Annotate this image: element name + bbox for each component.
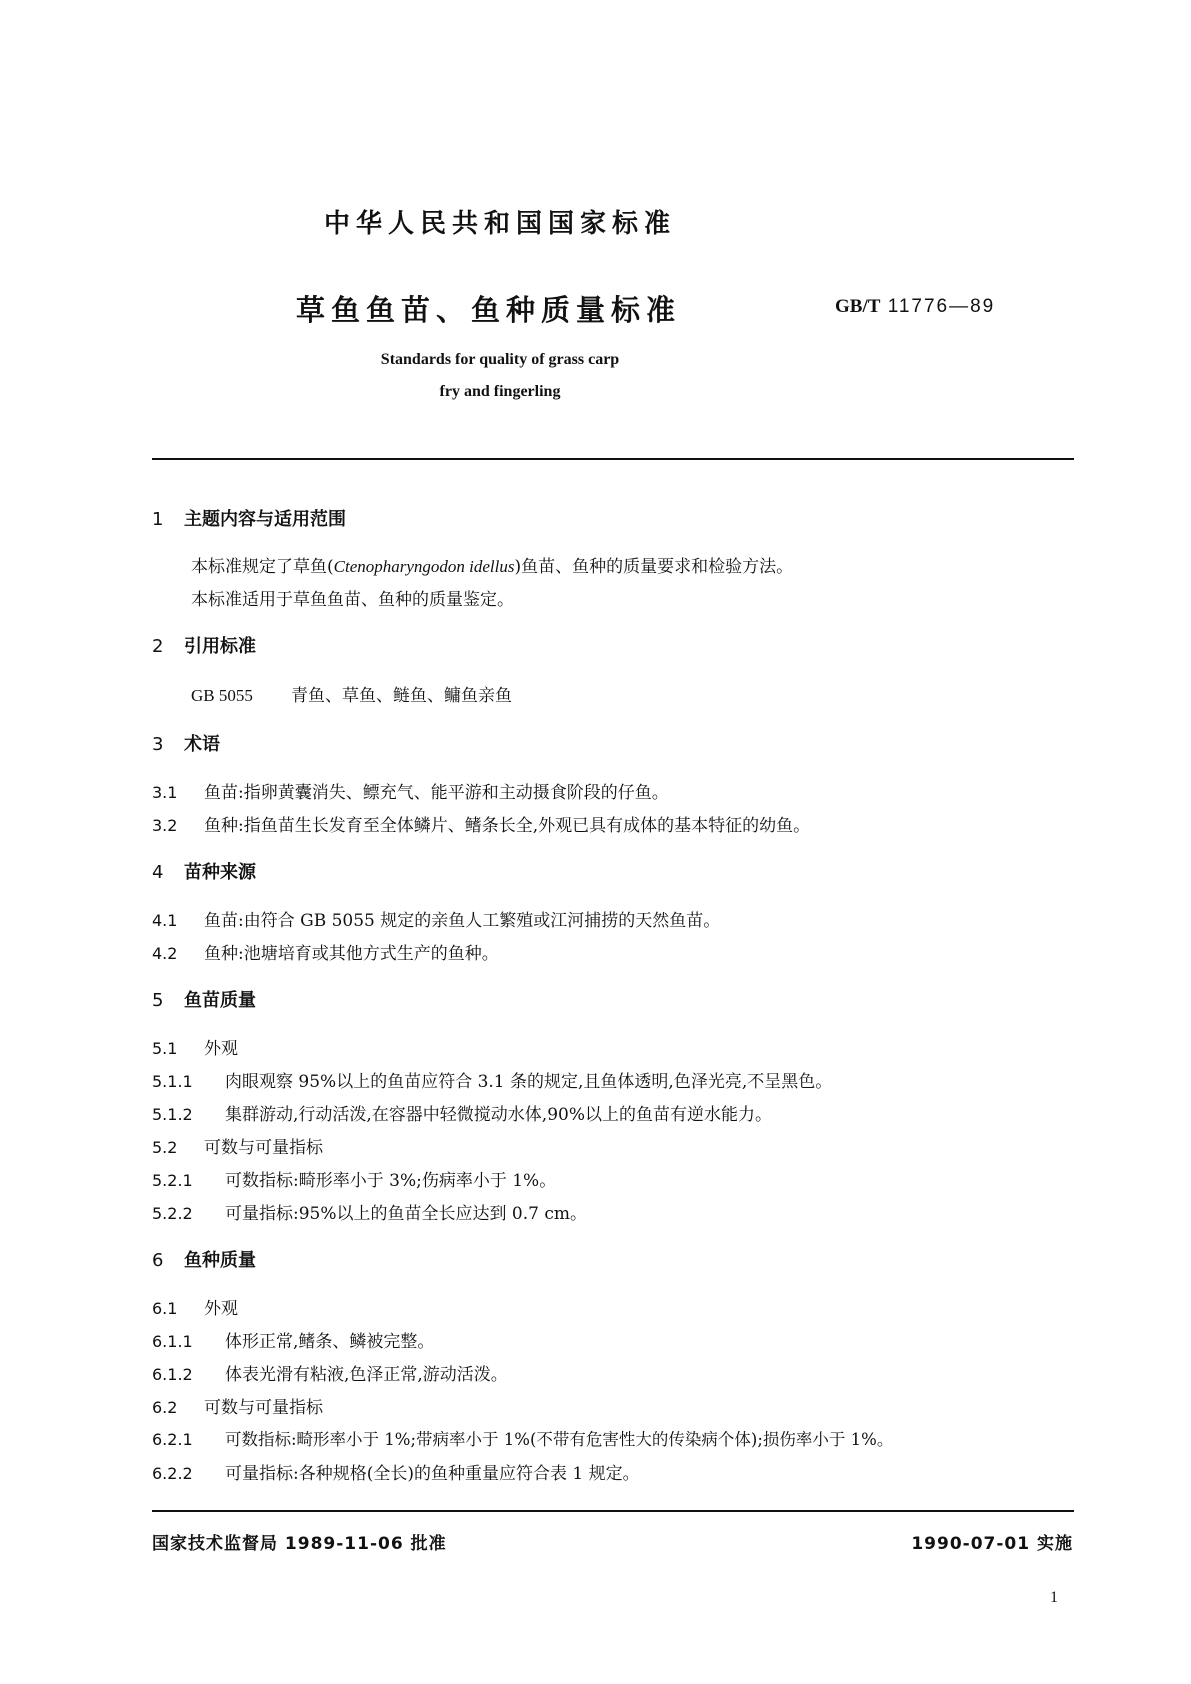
clause-number: 6.2.1 bbox=[152, 1430, 193, 1449]
clause-text: 集群游动,行动活泼,在容器中轻微搅动水体,90%以上的鱼苗有逆水能力。 bbox=[225, 1105, 772, 1125]
clause-number: 5.2.2 bbox=[152, 1204, 193, 1223]
section-title: 鱼苗质量 bbox=[184, 990, 256, 1011]
text-span: 本标准规定了草鱼( bbox=[191, 557, 334, 577]
section-1-paragraph-2: 本标准适用于草鱼鱼苗、鱼种的质量鉴定。 bbox=[191, 590, 514, 610]
reference-code: GB 5055 bbox=[191, 686, 253, 705]
clause-text: 体表光滑有粘液,色泽正常,游动活泼。 bbox=[225, 1365, 508, 1385]
clause-number: 5.1.2 bbox=[152, 1105, 193, 1124]
clause-text: 鱼苗:指卵黄囊消失、鳔充气、能平游和主动摄食阶段的仔鱼。 bbox=[204, 783, 669, 803]
national-standard-heading: 中华人民共和国国家标准 bbox=[323, 209, 676, 239]
section-1-paragraph-1 bbox=[191, 552, 793, 577]
clause-number: 3.2 bbox=[152, 816, 178, 835]
referenced-standard bbox=[191, 681, 512, 706]
clause-6-2-1 bbox=[152, 1426, 893, 1450]
clause-text: 可量指标:95%以上的鱼苗全长应达到 0.7 cm。 bbox=[225, 1204, 587, 1224]
clause-text: 鱼种:池塘培育或其他方式生产的鱼种。 bbox=[204, 944, 499, 964]
clause-3-2 bbox=[152, 811, 810, 836]
section-title: 引用标准 bbox=[184, 636, 256, 657]
section-title: 主题内容与适用范围 bbox=[184, 509, 346, 530]
clause-number: 6.1.1 bbox=[152, 1332, 193, 1351]
clause-text: 可数与可量指标 bbox=[204, 1398, 323, 1418]
clause-number: 3.1 bbox=[152, 783, 178, 802]
section-number: 2 bbox=[152, 636, 164, 657]
reference-title: 青鱼、草鱼、鲢鱼、鳙鱼亲鱼 bbox=[291, 686, 512, 706]
section-5-heading bbox=[152, 986, 256, 1012]
scientific-name: Ctenopharyngodon idellus bbox=[333, 557, 515, 576]
clause-text: 可数指标:畸形率小于 1%;带病率小于 1%(不带有危害性大的传染病个体);损伤率小于 1%。 bbox=[225, 1430, 894, 1449]
clause-number: 5.1.1 bbox=[152, 1072, 193, 1091]
clause-4-2 bbox=[152, 939, 499, 964]
section-1-heading bbox=[152, 505, 346, 531]
clause-text: 鱼苗:由符合 GB 5055 规定的亲鱼人工繁殖或江河捕捞的天然鱼苗。 bbox=[204, 911, 721, 931]
section-number: 4 bbox=[152, 862, 164, 883]
clause-text: 可数指标:畸形率小于 3%;伤病率小于 1%。 bbox=[225, 1171, 557, 1191]
clause-number: 4.2 bbox=[152, 944, 178, 963]
clause-number: 4.1 bbox=[152, 911, 178, 930]
clause-4-1 bbox=[152, 906, 720, 931]
section-number: 5 bbox=[152, 990, 164, 1011]
section-number: 6 bbox=[152, 1250, 164, 1271]
english-title-line2: fry and fingerling bbox=[439, 383, 561, 400]
section-number: 3 bbox=[152, 734, 164, 755]
clause-text: 外观 bbox=[204, 1039, 238, 1059]
clause-text: 可数与可量指标 bbox=[204, 1138, 323, 1158]
footer-divider bbox=[152, 1510, 1074, 1512]
clause-number: 6.2 bbox=[152, 1398, 178, 1417]
clause-5-1 bbox=[152, 1034, 238, 1059]
clause-5-1-1 bbox=[152, 1067, 832, 1092]
clause-5-2 bbox=[152, 1133, 323, 1158]
clause-text: 可量指标:各种规格(全长)的鱼种重量应符合表 1 规定。 bbox=[225, 1464, 640, 1484]
clause-3-1 bbox=[152, 778, 669, 803]
standard-number bbox=[835, 296, 995, 318]
section-4-heading bbox=[152, 858, 256, 884]
section-title: 苗种来源 bbox=[184, 862, 256, 883]
standard-number-prefix: GB/T bbox=[835, 296, 881, 317]
section-6-heading bbox=[152, 1246, 256, 1272]
clause-number: 5.1 bbox=[152, 1039, 178, 1058]
clause-text: 鱼种:指鱼苗生长发育至全体鳞片、鳍条长全,外观已具有成体的基本特征的幼鱼。 bbox=[204, 816, 811, 836]
section-2-heading bbox=[152, 632, 256, 658]
clause-number: 5.2 bbox=[152, 1138, 178, 1157]
clause-6-1-1 bbox=[152, 1327, 434, 1352]
document-title: 草鱼鱼苗、鱼种质量标准 bbox=[296, 293, 682, 327]
standard-number-value: 11776—89 bbox=[887, 296, 996, 317]
clause-number: 6.1 bbox=[152, 1299, 178, 1318]
clause-text: 肉眼观察 95%以上的鱼苗应符合 3.1 条的规定,且鱼体透明,色泽光亮,不呈黑色。 bbox=[225, 1072, 833, 1092]
implementation-date: 1990-07-01 实施 bbox=[911, 1534, 1073, 1554]
clause-5-1-2 bbox=[152, 1100, 772, 1125]
english-title-line1: Standards for quality of grass carp bbox=[380, 351, 620, 368]
clause-6-2-2 bbox=[152, 1459, 640, 1484]
clause-number: 6.1.2 bbox=[152, 1365, 193, 1384]
clause-text: 外观 bbox=[204, 1299, 238, 1319]
header-divider bbox=[152, 458, 1074, 460]
clause-5-2-2 bbox=[152, 1199, 587, 1224]
section-title: 鱼种质量 bbox=[184, 1250, 256, 1271]
section-3-heading bbox=[152, 730, 220, 756]
approval-date: 国家技术监督局 1989-11-06 批准 bbox=[152, 1534, 447, 1554]
clause-number: 6.2.2 bbox=[152, 1464, 193, 1483]
clause-5-2-1 bbox=[152, 1166, 556, 1191]
section-number: 1 bbox=[152, 509, 164, 530]
clause-6-1 bbox=[152, 1294, 238, 1319]
section-title: 术语 bbox=[184, 734, 220, 755]
clause-number: 5.2.1 bbox=[152, 1171, 193, 1190]
clause-6-1-2 bbox=[152, 1360, 508, 1385]
text-span: )鱼苗、鱼种的质量要求和检验方法。 bbox=[514, 557, 794, 577]
page-number: 1 bbox=[1050, 1589, 1058, 1606]
clause-text: 体形正常,鳍条、鳞被完整。 bbox=[225, 1332, 435, 1352]
clause-6-2 bbox=[152, 1393, 323, 1418]
